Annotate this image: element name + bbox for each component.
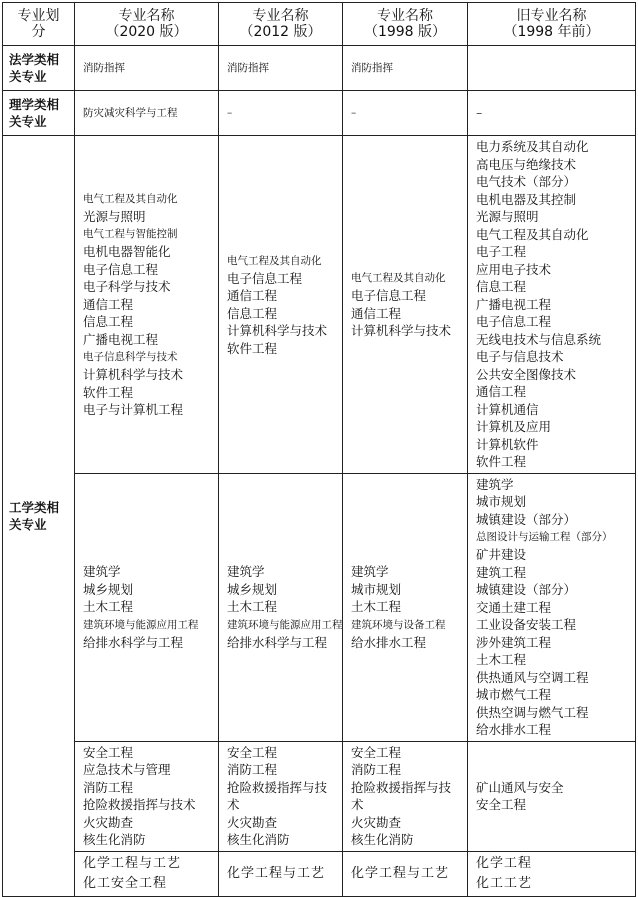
row-eng-chemical [3,851,636,896]
major-name: 涉外建筑工程 [476,634,552,650]
category-engineering: 工学类相关专业 [3,136,75,897]
major-name: 无线电技术与信息系统 [476,331,602,347]
major-name: 光源与照明 [476,209,539,224]
major-name: 计算机软件 [476,436,539,452]
major-name: 化工工艺 [476,875,533,891]
major-name: 给水排水工程 [351,634,427,650]
major-name: 公共安全图像技术 [476,366,577,382]
cell-2012 [219,851,343,896]
major-name: – [476,105,483,121]
major-name: 应急技术与管理 [83,762,171,777]
major-name: 电子信息工程 [227,270,303,286]
cell-1998 [343,473,468,741]
cell-1998 [343,46,468,91]
major-name: 应用电子技术 [476,261,552,277]
major-name: 核生化消防 [351,832,414,847]
major-name: 建筑环境与能源应用工程 [227,618,343,631]
major-name: 核生化消防 [83,832,146,847]
header-2012: 专业名称 （2012 版） [219,3,343,46]
cell-2020 [75,473,219,741]
major-name: 消防指挥 [83,62,125,74]
major-name: 电子信息科学与技术 [83,351,178,364]
cell-2020 [75,46,219,91]
major-name: 化学工程与工艺 [83,855,182,871]
cell-1998 [343,91,468,136]
major-name: 消防工程 [351,762,402,777]
cell-pre-1998 [468,136,636,474]
major-name: 供热通风与空调工程 [476,669,589,685]
cell-2012 [219,473,343,741]
row-science [3,91,636,136]
major-name: – [227,107,233,119]
major-name: 通信工程 [83,296,134,312]
major-name: 电气工程及其自动化 [351,272,446,284]
cell-pre-1998 [468,46,636,91]
major-name: 消防指挥 [227,62,269,74]
major-name: 火灾勘查 [227,814,278,830]
major-name: 电子与计算机工程 [83,402,184,418]
major-name: 光源与照明 [83,208,146,224]
major-name: 工业设备安装工程 [476,617,577,632]
major-name: 通信工程 [351,305,402,321]
major-name: 软件工程 [83,384,134,400]
category-law: 法学类相关专业 [3,46,75,91]
cell-2020 [75,741,219,851]
major-name: 矿井建设 [476,547,527,562]
major-name: 化学工程与工艺 [351,865,450,881]
major-name: 计算机通信 [476,401,539,417]
major-name: 城市燃气工程 [476,687,552,702]
major-name: 化工安全工程 [83,875,168,891]
major-name: 城乡规划 [83,581,134,597]
major-name: 给排水科学与工程 [227,634,328,650]
row-eng-civil [3,473,636,741]
cell-2012 [219,91,343,136]
major-name: – [351,107,357,119]
major-name: 土木工程 [351,599,402,614]
header-pre-1998: 旧专业名称 （1998 年前） [468,3,636,46]
major-name: 电子工程 [476,244,527,259]
major-name: 建筑学 [351,564,389,579]
major-name: 电气工程与智能控制 [83,228,178,241]
major-name: 电子信息工程 [83,261,159,277]
major-name: 软件工程 [227,340,278,356]
major-name: 城乡规划 [227,581,278,597]
major-name: 城镇建设（部分） [476,511,577,527]
major-name: 总图设计与运输工程（部分） [476,531,613,543]
major-name: 信息工程 [83,314,134,330]
major-name: 核生化消防 [227,832,290,847]
major-name: 化学工程与工艺 [227,865,326,881]
major-name: 电气工程及其自动化 [227,254,322,267]
major-name: 建筑环境与设备工程 [351,618,446,631]
row-eng-safety [3,741,636,851]
major-name: 电子信息工程 [351,288,427,303]
major-name: 计算机科学与技术 [83,367,184,383]
row-eng-electrical [3,136,636,474]
major-name: 计算机及应用 [476,419,552,434]
cell-pre-1998 [468,741,636,851]
major-name: 建筑学 [83,564,121,579]
major-name: 电力系统及其自动化 [476,139,589,154]
major-name: 建筑工程 [476,564,527,580]
major-name: 土木工程 [227,599,278,614]
major-name: 土木工程 [83,599,134,614]
cell-2012 [219,46,343,91]
major-name: 通信工程 [227,288,278,303]
header-1998: 专业名称 （1998 版） [343,3,468,46]
major-name: 通信工程 [476,384,527,399]
cell-2012 [219,741,343,851]
major-name: 抢险救援指挥与技术 [351,779,452,812]
major-name: 计算机科学与技术 [227,323,328,338]
cell-2020 [75,91,219,136]
cell-1998 [343,851,468,896]
major-name: 化学工程 [476,855,533,871]
major-name: 城市规划 [476,494,527,509]
major-name: 高电压与绝缘技术 [476,156,577,172]
major-name: 电气技术（部分） [476,174,577,189]
major-name: 安全工程 [351,744,402,760]
major-name: 消防工程 [227,762,278,777]
major-name: 电子与信息技术 [476,349,564,364]
major-name: 建筑学 [227,564,265,579]
header-category: 专业划 分 [3,3,75,46]
major-name: 消防工程 [83,779,134,795]
cell-pre-1998 [468,473,636,741]
header-2020: 专业名称 （2020 版） [75,3,219,46]
major-name: 抢险救援指挥与技术 [227,779,328,812]
major-name: 矿山通风与安全 [476,779,564,795]
major-name: 给水排水工程 [476,722,552,737]
cell-pre-1998 [468,851,636,896]
cell-2020 [75,851,219,896]
major-name: 电气工程及其自动化 [476,226,589,242]
major-name: 广播电视工程 [476,296,552,312]
major-name: 电子信息工程 [476,314,552,329]
major-name: 火灾勘查 [351,814,402,830]
cell-pre-1998 [468,91,636,136]
major-name: 抢险救援指挥与技术 [83,797,196,812]
major-name: 供热空调与燃气工程 [476,704,589,720]
major-name: 消防指挥 [351,62,393,74]
major-name: 防灾减灾科学与工程 [83,107,178,119]
major-name: 广播电视工程 [83,331,159,347]
major-name: 安全工程 [227,744,278,760]
major-name: 城镇建设（部分） [476,582,577,597]
major-name: 土木工程 [476,652,527,667]
major-name: 电子科学与技术 [83,279,171,295]
row-law [3,46,636,91]
category-science: 理学类相关专业 [3,91,75,136]
major-name: 计算机科学与技术 [351,323,452,338]
major-name: 电机电器智能化 [83,244,171,260]
major-name: 电机电器及其控制 [476,191,577,207]
major-name: 电气工程及其自动化 [83,192,178,205]
major-name: 火灾勘查 [83,814,134,830]
header-row [3,3,636,46]
major-name: 建筑环境与能源应用工程 [83,618,199,631]
major-name: 给排水科学与工程 [83,634,184,650]
major-name: 安全工程 [476,797,527,812]
major-name: 安全工程 [83,744,134,760]
major-catalog-table [2,2,636,897]
major-name: 信息工程 [476,279,527,294]
major-name: 城市规划 [351,581,402,597]
cell-2012 [219,136,343,474]
cell-1998 [343,136,468,474]
cell-2020 [75,136,219,474]
major-name: 建筑学 [476,476,514,492]
major-name: 软件工程 [476,454,527,469]
major-name: 信息工程 [227,305,278,321]
cell-1998 [343,741,468,851]
major-name: 交通土建工程 [476,599,552,615]
